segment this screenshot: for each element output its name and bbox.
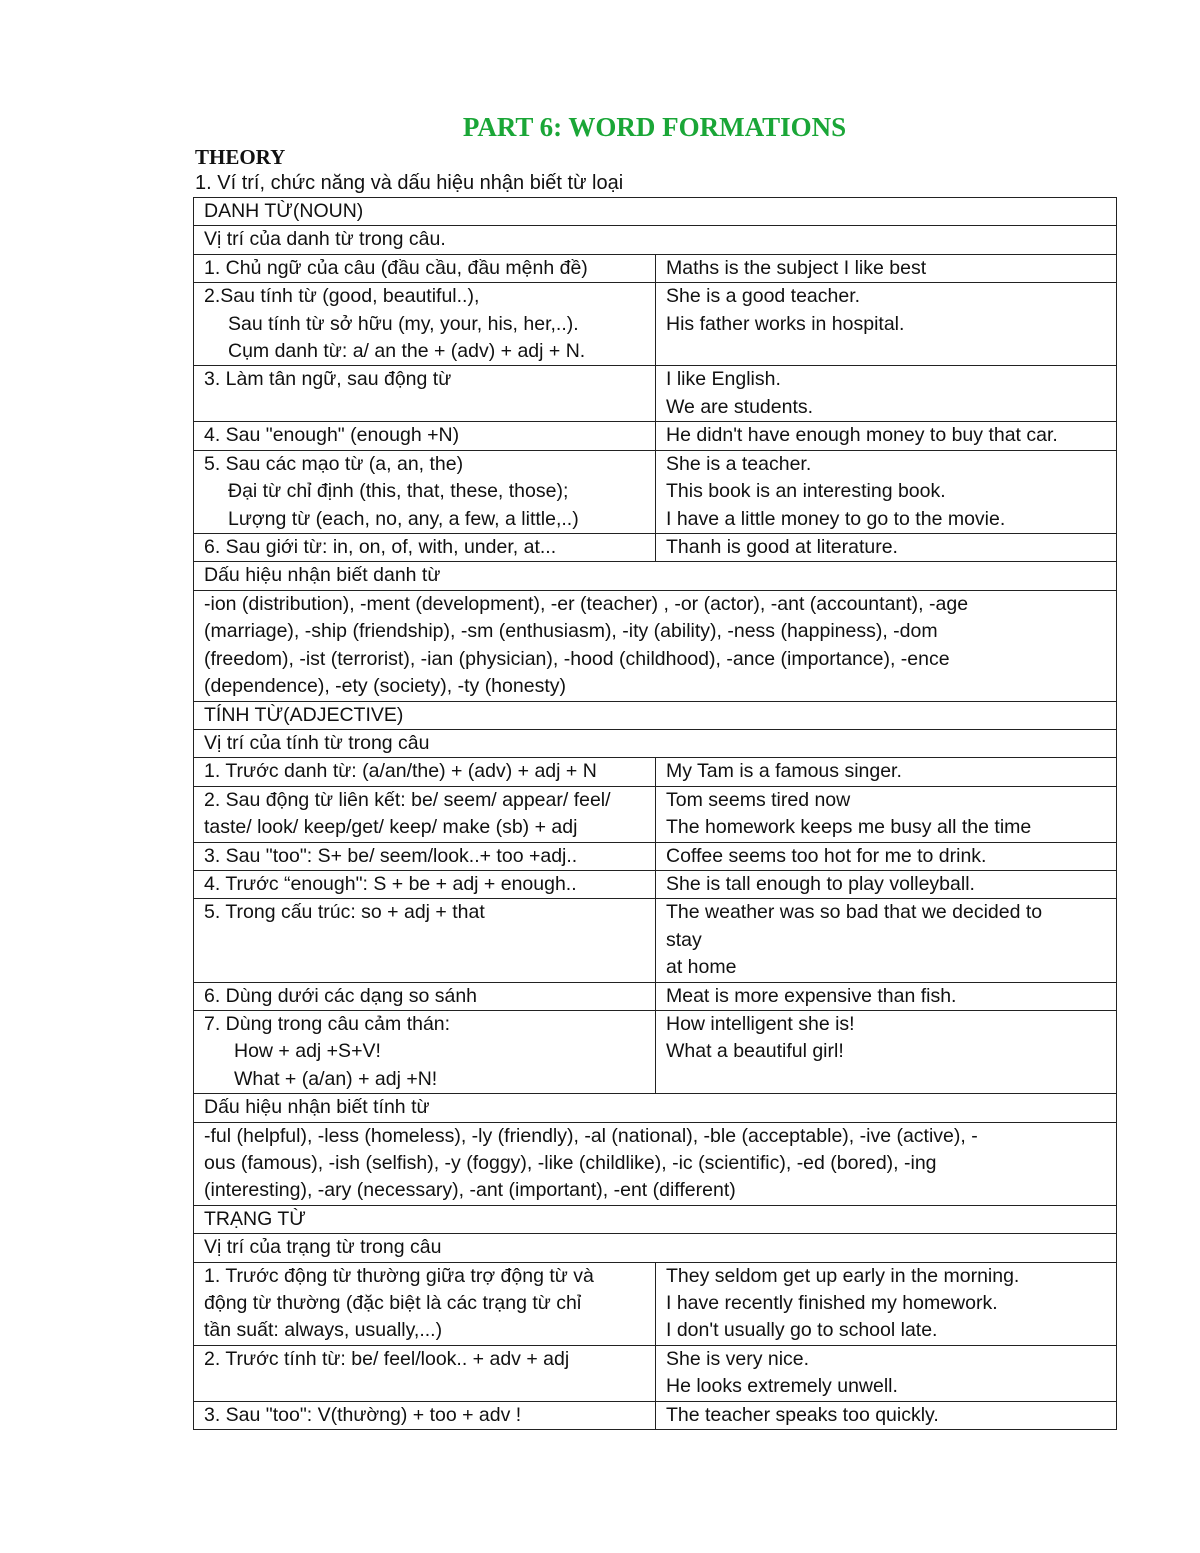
rule-line: 3. Làm tân ngữ, sau động từ [204,368,452,391]
example-line: The homework keeps me busy all the time [666,816,1032,839]
example-line: I have recently finished my homework. [666,1292,998,1315]
adverb-example-cell [656,1401,1117,1429]
adverb-header: TRẠNG TỪ [194,1205,1117,1233]
noun-signs [194,590,1117,701]
noun-example-cell [656,366,1117,422]
adjective-rule-cell [194,899,656,982]
noun-position-heading: Vị trí của danh từ trong câu. [194,226,1117,254]
noun-header: DANH TỪ(NOUN) [194,198,1117,226]
noun-rule-cell [194,534,656,562]
adjective-example-cell [656,982,1117,1010]
example-line: This book is an interesting book. [666,480,946,503]
rule-line: Sau tính từ sở hữu (my, your, his, her,..). [228,312,579,335]
rule-line: 1. Trước động từ thường giữa trợ động từ và [204,1264,594,1287]
table-row [194,870,1117,898]
adjective-example-cell [656,786,1117,842]
table-row [194,899,1117,982]
rule-line: 1. Chủ ngữ của câu (đầu cầu, đầu mệnh đề) [204,256,588,279]
table-row [194,422,1117,450]
subheading: 1. Ví trí, chức năng và dấu hiệu nhận biết từ loại [195,172,624,194]
rule-line: động từ thường (đặc biệt là các trạng từ chỉ [204,1292,582,1315]
adjective-example-cell [656,842,1117,870]
rule-line: Đại từ chỉ định (this, that, these, those); [228,480,569,503]
noun-example-cell [656,422,1117,450]
rule-line: What + (a/an) + adj +N! [234,1067,438,1090]
table-row [194,982,1117,1010]
example-line: His father works in hospital. [666,312,905,335]
example-line: Maths is the subject I like best [666,256,927,279]
noun-signs-line: (marriage), -ship (friendship), -sm (enthusiasm), -ity (ability), -ness (happiness), -dom [204,620,938,643]
table-row [194,254,1117,282]
rule-line: 4. Sau "enough" (enough +N) [204,424,460,447]
table-row [194,366,1117,422]
noun-signs-row [194,590,1117,701]
table-row [194,1010,1117,1093]
adjective-example-cell [656,758,1117,786]
table-row [194,283,1117,366]
adverb-example-cell [656,1345,1117,1401]
example-line: How intelligent she is! [666,1012,855,1035]
adjective-rule-cell [194,1010,656,1093]
adjective-signs-heading-row [194,1094,1117,1122]
example-line: Coffee seems too hot for me to drink. [666,844,987,867]
adjective-header-row [194,701,1117,729]
adverb-rule-cell [194,1262,656,1345]
table-row [194,758,1117,786]
example-line: He looks extremely unwell. [666,1375,898,1398]
rule-line: tần suất: always, usually,...) [204,1319,443,1342]
noun-signs-line: (dependence), -ety (society), -ty (honesty) [204,675,566,698]
table-row [194,842,1117,870]
table-row [194,1401,1117,1429]
noun-signs-heading-row [194,562,1117,590]
section-heading: THEORY [195,145,286,169]
adverb-header-row [194,1205,1117,1233]
rule-line: How + adj +S+V! [234,1040,381,1063]
example-line: Meat is more expensive than fish. [666,984,957,1007]
table-row [194,786,1117,842]
adjective-rule-cell [194,870,656,898]
adverb-rule-cell [194,1345,656,1401]
rule-line: 3. Sau "too": V(thường) + too + adv ! [204,1403,522,1426]
adjective-example-cell [656,870,1117,898]
adjective-rule-cell [194,758,656,786]
table-row [194,1262,1117,1345]
adjective-signs-line: -ful (helpful), -less (homeless), -ly (friendly), -al (national), -ble (acceptable), -ive (active), - [204,1124,978,1147]
rule-line: 2. Sau động từ liên kết: be/ seem/ appear/ feel/ [204,788,611,811]
example-line: I don't usually go to school late. [666,1319,938,1342]
word-formation-table [193,197,1117,1430]
noun-example-cell [656,283,1117,366]
example-line: They seldom get up early in the morning. [666,1264,1020,1287]
example-line: at home [666,956,737,979]
rule-line: 3. Sau "too": S+ be/ seem/look..+ too +adj.. [204,844,578,867]
noun-header-row [194,198,1117,226]
rule-line: 1. Trước danh từ: (a/an/the) + (adv) + adj + N [204,760,597,783]
noun-rule-cell [194,422,656,450]
noun-example-cell [656,450,1117,533]
example-line: She is a teacher. [666,452,812,475]
rule-line: taste/ look/ keep/get/ keep/ make (sb) + adj [204,816,578,839]
noun-example-cell [656,534,1117,562]
adjective-signs-row [194,1122,1117,1205]
adjective-position-heading: Vị trí của tính từ trong câu [194,729,1117,757]
rule-line: 6. Sau giới từ: in, on, of, with, under, at... [204,536,557,559]
rule-line: Lượng từ (each, no, any, a few, a little,..) [228,507,579,530]
noun-position-heading-row [194,226,1117,254]
example-line: Tom seems tired now [666,788,851,811]
example-line: The teacher speaks too quickly. [666,1403,939,1426]
adjective-example-cell [656,899,1117,982]
adjective-rule-cell [194,842,656,870]
table-row [194,534,1117,562]
adjective-rule-cell [194,982,656,1010]
adjective-signs-heading: Dấu hiệu nhận biết tính từ [194,1094,1117,1122]
noun-example-cell [656,254,1117,282]
adjective-signs-line: (interesting), -ary (necessary), -ant (important), -ent (different) [204,1179,736,1202]
rule-line: 5. Trong cấu trúc: so + adj + that [204,901,485,924]
example-line: She is a good teacher. [666,285,861,308]
table-row [194,450,1117,533]
noun-signs-heading: Dấu hiệu nhận biết danh từ [194,562,1117,590]
adjective-signs [194,1122,1117,1205]
adverb-position-heading: Vị trí của trạng từ trong câu [194,1234,1117,1262]
noun-rule-cell [194,283,656,366]
table-row [194,1345,1117,1401]
adjective-header: TÍNH TỪ(ADJECTIVE) [194,701,1117,729]
rule-line: 6. Dùng dưới các dạng so sánh [204,984,478,1007]
example-line: What a beautiful girl! [666,1040,844,1063]
adjective-signs-line: ous (famous), -ish (selfish), -y (foggy), -like (childlike), -ic (scientific), -ed (bored), -ing [204,1152,937,1174]
noun-rule-cell [194,254,656,282]
page-title: PART 6: WORD FORMATIONS [462,112,847,142]
example-line: I have a little money to go to the movie. [666,507,1006,530]
noun-signs-line: -ion (distribution), -ment (development), -er (teacher) , -or (actor), -ant (accountant), -age [204,592,969,615]
rule-line: 5. Sau các mạo từ (a, an, the) [204,452,464,475]
noun-rule-cell [194,450,656,533]
rule-line: 4. Trước “enough": S + be + adj + enough.. [204,872,577,895]
adverb-rule-cell [194,1401,656,1429]
example-line: I like English. [666,368,781,391]
example-line: She is very nice. [666,1347,810,1370]
example-line: The weather was so bad that we decided to [666,901,1043,924]
example-line: stay [666,928,702,951]
example-line: We are students. [666,395,814,418]
rule-line: 2. Trước tính từ: be/ feel/look.. + adv + adj [204,1347,570,1370]
adjective-rule-cell [194,786,656,842]
rule-line: 7. Dùng trong câu cảm thán: [204,1012,451,1035]
example-line: Thanh is good at literature. [666,536,898,559]
rule-line: 2.Sau tính từ (good, beautiful..), [204,285,480,308]
noun-signs-line: (freedom), -ist (terrorist), -ian (physician), -hood (childhood), -ance (importance), -ence [204,647,950,670]
example-line: She is tall enough to play volleyball. [666,872,975,895]
example-line: My Tam is a famous singer. [666,760,902,783]
adjective-example-cell [656,1010,1117,1093]
example-line: He didn't have enough money to buy that car. [666,424,1058,447]
rule-line: Cụm danh từ: a/ an the + (adv) + adj + N. [228,340,586,363]
adjective-position-heading-row [194,729,1117,757]
adverb-position-heading-row [194,1234,1117,1262]
noun-rule-cell [194,366,656,422]
adverb-example-cell [656,1262,1117,1345]
